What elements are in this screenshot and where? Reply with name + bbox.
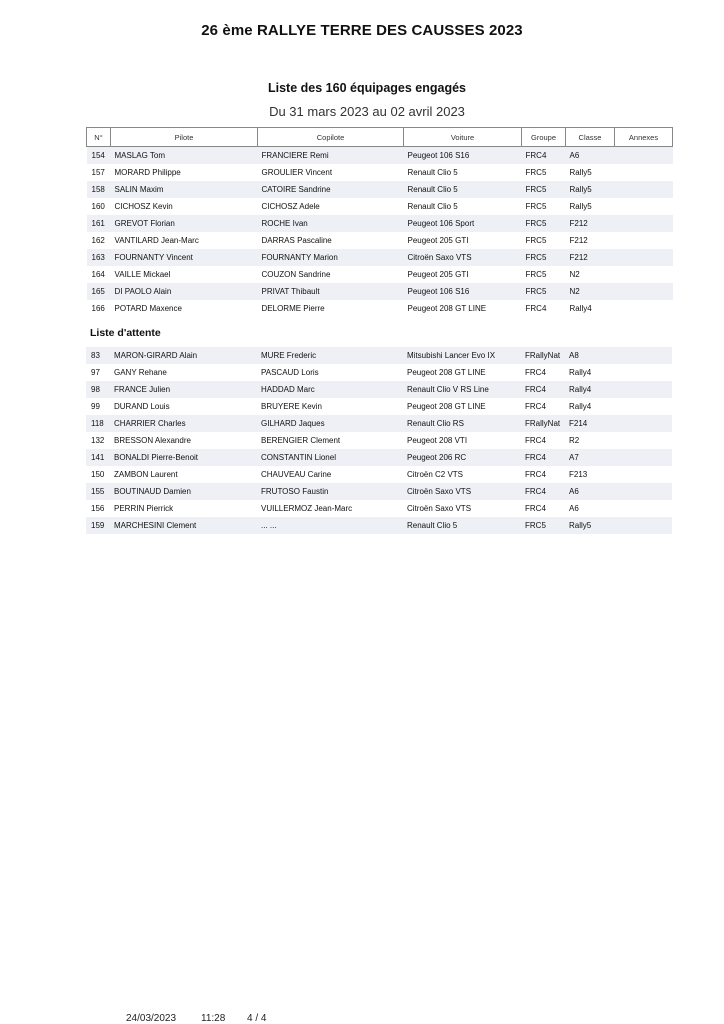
- cell-pilote: SALIN Maxim: [111, 181, 258, 198]
- cell-classe: R2: [565, 432, 614, 449]
- cell-groupe: FRC5: [521, 517, 565, 534]
- cell-copilote: GROULIER Vincent: [258, 164, 404, 181]
- table-row: [86, 500, 672, 517]
- cell-annexes: [615, 198, 673, 215]
- cell-copilote: FOURNANTY Marion: [258, 249, 404, 266]
- cell-voiture: Renault Clio 5: [404, 181, 522, 198]
- cell-classe: Rally5: [566, 181, 615, 198]
- cell-classe: N2: [566, 283, 615, 300]
- cell-annexes: [614, 347, 672, 364]
- cell-voiture: Peugeot 205 GTI: [404, 266, 522, 283]
- cell-groupe: FRC5: [522, 249, 566, 266]
- cell-no: 157: [87, 164, 111, 181]
- cell-pilote: FRANCE Julien: [110, 381, 257, 398]
- cell-no: 98: [86, 381, 110, 398]
- cell-annexes: [615, 164, 673, 181]
- cell-voiture: Peugeot 208 GT LINE: [403, 398, 521, 415]
- table-row: [86, 415, 672, 432]
- cell-no: 156: [86, 500, 110, 517]
- cell-classe: A8: [565, 347, 614, 364]
- cell-pilote: GREVOT Florian: [111, 215, 258, 232]
- cell-no: 160: [87, 198, 111, 215]
- cell-classe: Rally5: [566, 164, 615, 181]
- cell-voiture: Citroën Saxo VTS: [404, 249, 522, 266]
- cell-pilote: ZAMBON Laurent: [110, 466, 257, 483]
- cell-groupe: FRC5: [522, 266, 566, 283]
- header-classe: Classe: [566, 128, 615, 147]
- cell-no: 162: [87, 232, 111, 249]
- cell-classe: N2: [566, 266, 615, 283]
- waiting-list-title: Liste d'attente: [90, 327, 161, 339]
- cell-voiture: Peugeot 208 GT LINE: [404, 300, 522, 317]
- cell-no: 154: [87, 147, 111, 165]
- cell-groupe: FRC5: [522, 181, 566, 198]
- cell-copilote: BERENGIER Clement: [257, 432, 403, 449]
- cell-annexes: [615, 232, 673, 249]
- cell-copilote: DELORME Pierre: [258, 300, 404, 317]
- cell-classe: F212: [566, 232, 615, 249]
- cell-copilote: CICHOSZ Adele: [258, 198, 404, 215]
- cell-groupe: FRC4: [521, 381, 565, 398]
- cell-copilote: PASCAUD Loris: [257, 364, 403, 381]
- table-row: [87, 266, 673, 283]
- header-no: N°: [87, 128, 111, 147]
- cell-groupe: FRC4: [521, 483, 565, 500]
- cell-copilote: COUZON Sandrine: [258, 266, 404, 283]
- cell-no: 97: [86, 364, 110, 381]
- table-row: [87, 300, 673, 317]
- cell-copilote: MURE Frederic: [257, 347, 403, 364]
- table-row: [86, 347, 672, 364]
- waiting-body: [86, 347, 672, 534]
- cell-classe: Rally5: [566, 198, 615, 215]
- cell-voiture: Citroën Saxo VTS: [403, 483, 521, 500]
- list-subtitle: Liste des 160 équipages engagés: [268, 81, 466, 95]
- cell-annexes: [615, 147, 673, 165]
- cell-annexes: [614, 517, 672, 534]
- cell-groupe: FRallyNat: [521, 415, 565, 432]
- cell-groupe: FRC4: [521, 500, 565, 517]
- cell-classe: A6: [565, 500, 614, 517]
- cell-classe: F212: [566, 215, 615, 232]
- table-row: [86, 466, 672, 483]
- cell-groupe: FRC5: [522, 232, 566, 249]
- cell-voiture: Citroën Saxo VTS: [403, 500, 521, 517]
- cell-no: 163: [87, 249, 111, 266]
- cell-annexes: [615, 181, 673, 198]
- cell-no: 99: [86, 398, 110, 415]
- header-groupe: Groupe: [522, 128, 566, 147]
- cell-annexes: [614, 483, 672, 500]
- cell-pilote: BOUTINAUD Damien: [110, 483, 257, 500]
- table-row: [86, 398, 672, 415]
- cell-classe: Rally4: [565, 381, 614, 398]
- cell-annexes: [614, 415, 672, 432]
- table-row: [87, 198, 673, 215]
- cell-annexes: [614, 449, 672, 466]
- cell-voiture: Peugeot 106 S16: [404, 283, 522, 300]
- cell-classe: A6: [565, 483, 614, 500]
- cell-classe: Rally5: [565, 517, 614, 534]
- cell-voiture: Peugeot 106 S16: [404, 147, 522, 165]
- cell-classe: F213: [565, 466, 614, 483]
- cell-copilote: VUILLERMOZ Jean-Marc: [257, 500, 403, 517]
- document-title: 26 ème RALLYE TERRE DES CAUSSES 2023: [201, 22, 523, 39]
- cell-annexes: [614, 500, 672, 517]
- cell-annexes: [614, 432, 672, 449]
- cell-copilote: BRUYERE Kevin: [257, 398, 403, 415]
- cell-pilote: GANY Rehane: [110, 364, 257, 381]
- cell-groupe: FRC5: [522, 164, 566, 181]
- cell-voiture: Peugeot 205 GTI: [404, 232, 522, 249]
- cell-copilote: HADDAD Marc: [257, 381, 403, 398]
- cell-pilote: MASLAG Tom: [111, 147, 258, 165]
- event-dates: Du 31 mars 2023 au 02 avril 2023: [269, 104, 465, 119]
- cell-groupe: FRC5: [522, 198, 566, 215]
- cell-voiture: Mitsubishi Lancer Evo IX: [403, 347, 521, 364]
- cell-groupe: FRC4: [521, 364, 565, 381]
- table-row: [87, 164, 673, 181]
- cell-groupe: FRC4: [521, 432, 565, 449]
- cell-no: 141: [86, 449, 110, 466]
- cell-classe: A6: [566, 147, 615, 165]
- cell-groupe: FRC4: [522, 300, 566, 317]
- table-row: [86, 449, 672, 466]
- footer-time: 11:28: [201, 1013, 226, 1024]
- cell-voiture: Renault Clio 5: [403, 517, 521, 534]
- cell-copilote: FRANCIERE Remi: [258, 147, 404, 165]
- table-row: [86, 517, 672, 534]
- cell-pilote: MARCHESINI Clement: [110, 517, 257, 534]
- table-row: [87, 147, 673, 165]
- cell-no: 159: [86, 517, 110, 534]
- footer-date: 24/03/2023: [126, 1013, 177, 1024]
- cell-no: 150: [86, 466, 110, 483]
- cell-groupe: FRC4: [521, 466, 565, 483]
- cell-no: 161: [87, 215, 111, 232]
- cell-copilote: ... ...: [257, 517, 403, 534]
- table-header-row: [87, 128, 673, 147]
- cell-voiture: Citroën C2 VTS: [403, 466, 521, 483]
- cell-pilote: PERRIN Pierrick: [110, 500, 257, 517]
- cell-copilote: CATOIRE Sandrine: [258, 181, 404, 198]
- cell-annexes: [615, 266, 673, 283]
- cell-copilote: CONSTANTIN Lionel: [257, 449, 403, 466]
- cell-no: 155: [86, 483, 110, 500]
- header-pilote: Pilote: [111, 128, 258, 147]
- cell-pilote: DURAND Louis: [110, 398, 257, 415]
- cell-annexes: [614, 398, 672, 415]
- cell-annexes: [615, 283, 673, 300]
- cell-no: 166: [87, 300, 111, 317]
- waiting-table: [86, 347, 672, 534]
- table-row: [86, 432, 672, 449]
- table-row: [87, 181, 673, 198]
- cell-groupe: FRC5: [522, 215, 566, 232]
- cell-voiture: Renault Clio 5: [404, 164, 522, 181]
- cell-annexes: [614, 466, 672, 483]
- table-row: [86, 364, 672, 381]
- cell-annexes: [614, 364, 672, 381]
- cell-classe: F212: [566, 249, 615, 266]
- table-row: [86, 483, 672, 500]
- cell-pilote: FOURNANTY Vincent: [111, 249, 258, 266]
- cell-voiture: Peugeot 206 RC: [403, 449, 521, 466]
- cell-voiture: Renault Clio 5: [404, 198, 522, 215]
- cell-pilote: BONALDI Pierre-Benoit: [110, 449, 257, 466]
- cell-copilote: CHAUVEAU Carine: [257, 466, 403, 483]
- cell-copilote: FRUTOSO Faustin: [257, 483, 403, 500]
- cell-pilote: BRESSON Alexandre: [110, 432, 257, 449]
- entries-body: [87, 147, 673, 318]
- cell-pilote: VAILLE Mickael: [111, 266, 258, 283]
- cell-annexes: [615, 215, 673, 232]
- cell-classe: A7: [565, 449, 614, 466]
- header-annexes: Annexes: [615, 128, 673, 147]
- cell-groupe: FRallyNat: [521, 347, 565, 364]
- table-row: [87, 215, 673, 232]
- cell-pilote: VANTILARD Jean-Marc: [111, 232, 258, 249]
- header-voiture: Voiture: [404, 128, 522, 147]
- entries-table: [86, 127, 673, 317]
- cell-copilote: GILHARD Jaques: [257, 415, 403, 432]
- cell-classe: Rally4: [565, 398, 614, 415]
- cell-copilote: PRIVAT Thibault: [258, 283, 404, 300]
- cell-annexes: [614, 381, 672, 398]
- cell-classe: Rally4: [565, 364, 614, 381]
- cell-no: 83: [86, 347, 110, 364]
- cell-copilote: DARRAS Pascaline: [258, 232, 404, 249]
- cell-no: 165: [87, 283, 111, 300]
- cell-no: 158: [87, 181, 111, 198]
- cell-voiture: Renault Clio RS: [403, 415, 521, 432]
- cell-voiture: Peugeot 208 VTI: [403, 432, 521, 449]
- table-row: [86, 381, 672, 398]
- cell-classe: F214: [565, 415, 614, 432]
- cell-classe: Rally4: [566, 300, 615, 317]
- cell-groupe: FRC4: [522, 147, 566, 165]
- cell-no: 164: [87, 266, 111, 283]
- table-row: [87, 283, 673, 300]
- cell-no: 132: [86, 432, 110, 449]
- cell-pilote: DI PAOLO Alain: [111, 283, 258, 300]
- table-row: [87, 249, 673, 266]
- cell-groupe: FRC4: [521, 449, 565, 466]
- cell-no: 118: [86, 415, 110, 432]
- cell-groupe: FRC5: [522, 283, 566, 300]
- cell-voiture: Peugeot 106 Sport: [404, 215, 522, 232]
- cell-pilote: MARON-GIRARD Alain: [110, 347, 257, 364]
- header-copilote: Copilote: [258, 128, 404, 147]
- cell-pilote: CICHOSZ Kevin: [111, 198, 258, 215]
- table-row: [87, 232, 673, 249]
- cell-pilote: MORARD Philippe: [111, 164, 258, 181]
- cell-annexes: [615, 300, 673, 317]
- cell-annexes: [615, 249, 673, 266]
- cell-pilote: CHARRIER Charles: [110, 415, 257, 432]
- footer-page: 4 / 4: [247, 1013, 267, 1024]
- cell-voiture: Peugeot 208 GT LINE: [403, 364, 521, 381]
- cell-groupe: FRC4: [521, 398, 565, 415]
- cell-pilote: POTARD Maxence: [111, 300, 258, 317]
- cell-copilote: ROCHE Ivan: [258, 215, 404, 232]
- cell-voiture: Renault Clio V RS Line: [403, 381, 521, 398]
